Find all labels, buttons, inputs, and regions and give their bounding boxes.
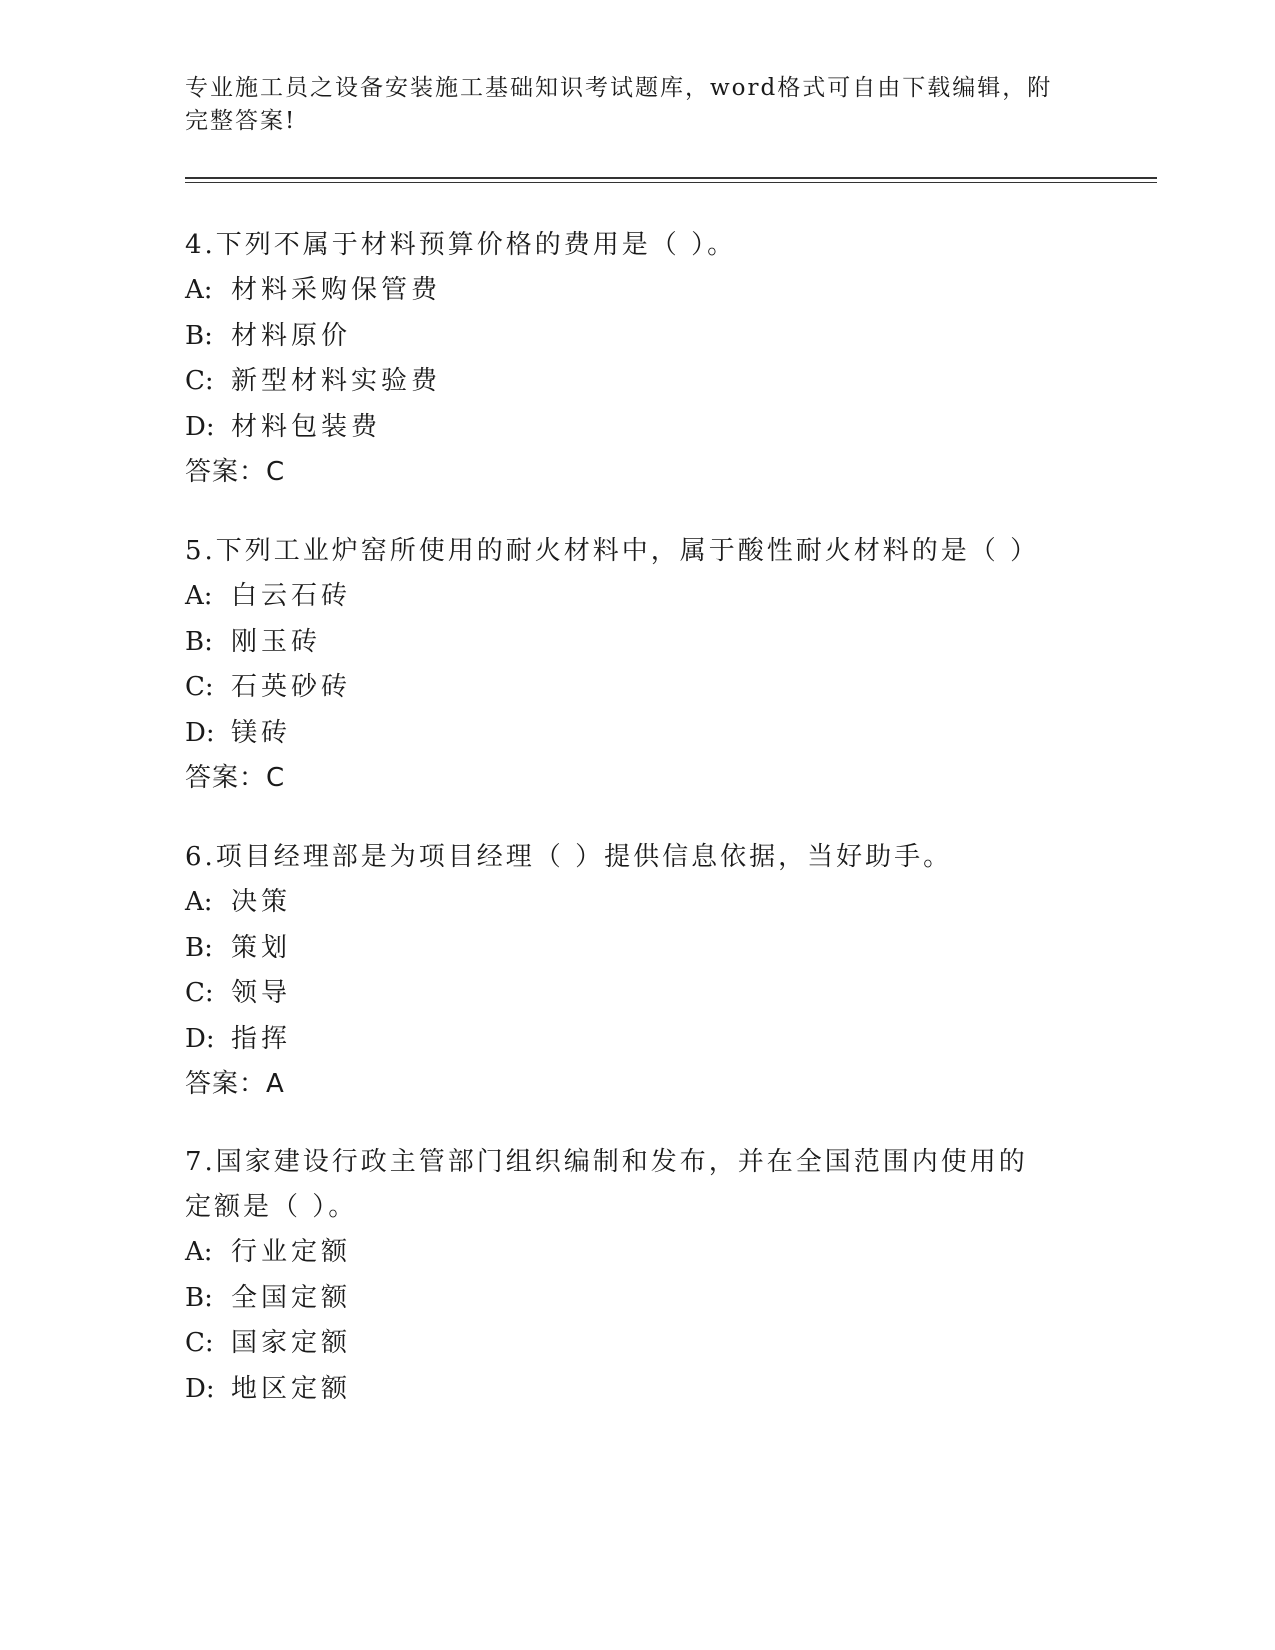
option-text: 指挥 [231, 1023, 292, 1054]
option-c [185, 971, 1085, 1017]
option-letter: C: [185, 978, 214, 1008]
option-text: 决策 [231, 887, 292, 917]
option-letter: A: [185, 887, 213, 917]
option-letter: A: [185, 581, 213, 611]
option-text: 全国定额 [231, 1282, 352, 1313]
option-letter: B: [185, 1282, 213, 1313]
option-text: 领导 [231, 978, 292, 1008]
question-stem: 7.国家建设行政主管部门组织编制和发布，并在全国范围内使用的定额是（ ）。 [185, 1147, 1028, 1222]
question-stem: 5.下列工业炉窑所使用的耐火材料中，属于酸性耐火材料的是（ ） [185, 536, 1040, 566]
option-d [185, 1367, 1055, 1413]
question-stem: 4.下列不属于材料预算价格的费用是（ ）。 [185, 230, 737, 260]
option-letter: D: [185, 1373, 215, 1404]
option-text: 材料包装费 [231, 411, 382, 442]
option-c [185, 665, 1085, 711]
option-letter: D: [185, 411, 215, 442]
option-d [185, 711, 1085, 757]
question-7 [185, 1140, 1055, 1412]
answer: 答案：C [185, 763, 286, 793]
option-text: 行业定额 [231, 1237, 352, 1267]
answer: 答案：A [185, 1069, 285, 1099]
option-letter: C: [185, 366, 214, 396]
option-letter: D: [185, 1023, 215, 1054]
question-5 [185, 529, 1085, 801]
option-text: 镁砖 [231, 717, 292, 748]
option-letter: C: [185, 672, 214, 702]
option-text: 石英砂砖 [231, 672, 352, 702]
option-a [185, 880, 1085, 926]
option-text: 国家定额 [231, 1328, 352, 1358]
header-divider [185, 177, 1157, 179]
option-letter: A: [185, 275, 213, 305]
option-text: 材料原价 [231, 320, 352, 351]
option-a [185, 268, 1085, 314]
option-d [185, 1017, 1085, 1063]
option-letter: D: [185, 717, 215, 748]
option-text: 新型材料实验费 [231, 366, 442, 396]
question-4 [185, 223, 1085, 495]
option-c [185, 1321, 1055, 1367]
option-text: 刚玉砖 [231, 626, 322, 657]
option-letter: B: [185, 626, 213, 657]
option-letter: B: [185, 320, 213, 351]
option-text: 白云石砖 [231, 581, 352, 611]
option-d [185, 405, 1085, 451]
option-c [185, 359, 1085, 405]
answer: 答案：C [185, 457, 286, 487]
option-letter: B: [185, 932, 213, 963]
option-b [185, 1276, 1055, 1322]
header-divider-thin [185, 182, 1157, 183]
option-b [185, 620, 1085, 666]
option-a [185, 1230, 1055, 1276]
option-b [185, 314, 1085, 360]
option-text: 地区定额 [231, 1373, 352, 1404]
option-b [185, 926, 1085, 972]
option-text: 策划 [231, 932, 292, 963]
document-header: 专业施工员之设备安装施工基础知识考试题库，word格式可自由下载编辑，附完整答案! [185, 75, 1053, 134]
option-a [185, 574, 1085, 620]
option-text: 材料采购保管费 [231, 275, 442, 305]
question-6 [185, 835, 1085, 1107]
question-stem: 6.项目经理部是为项目经理（ ）提供信息依据，当好助手。 [185, 842, 953, 872]
option-letter: A: [185, 1237, 213, 1267]
option-letter: C: [185, 1328, 214, 1358]
